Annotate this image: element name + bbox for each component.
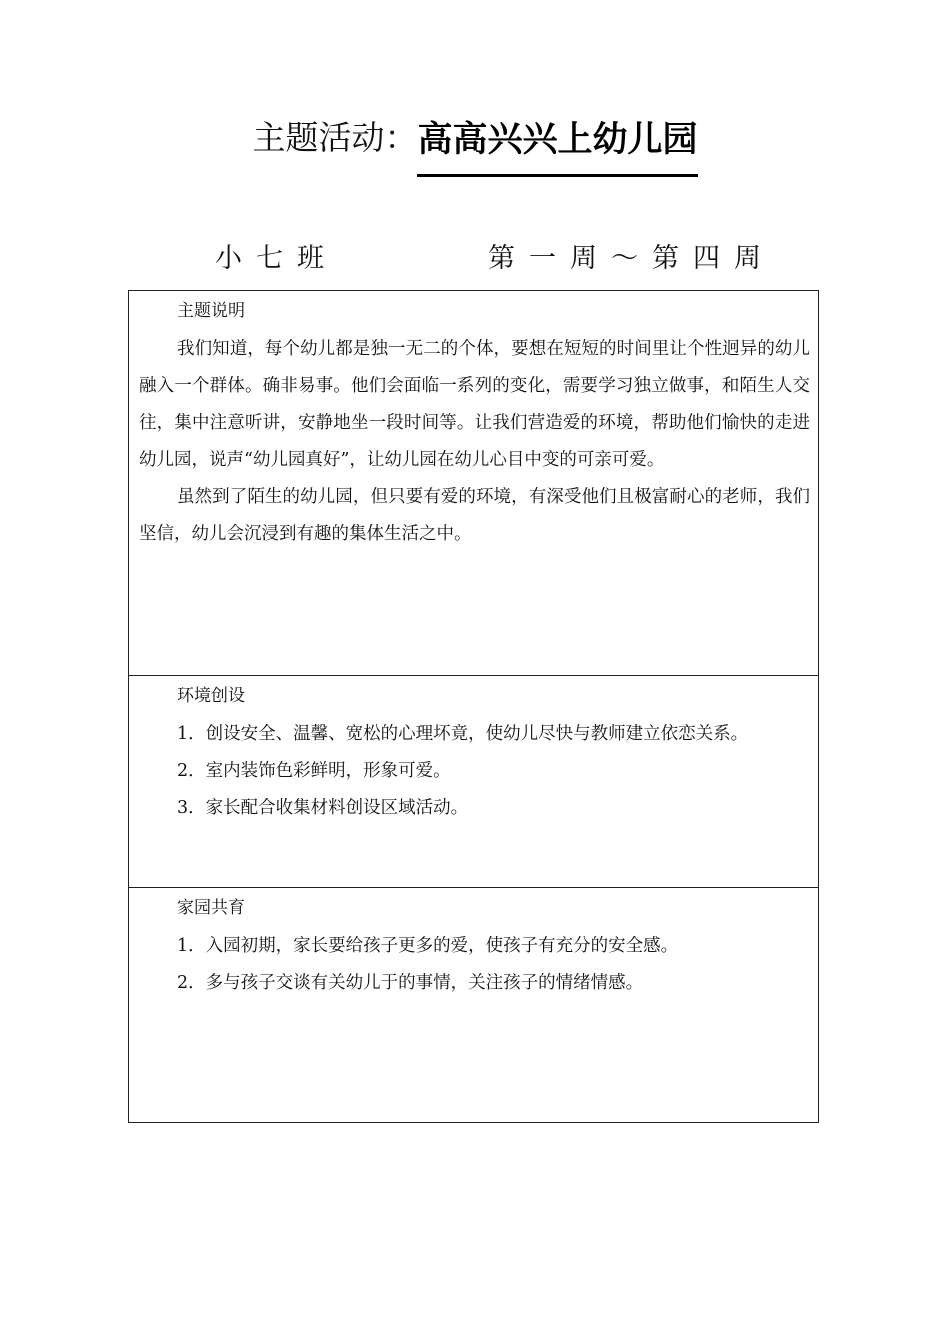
class-name: 小七班 <box>215 243 338 274</box>
home-item: 1．入园初期，家长要给孩子更多的爱，使孩子有充分的安全感。 <box>177 936 679 956</box>
environment-section <box>129 676 818 888</box>
document-title <box>0 112 950 177</box>
plan-table <box>128 290 819 1123</box>
title-main: 高高兴兴上幼儿园 <box>417 112 697 177</box>
theme-paragraph: 虽然到了陌生的幼儿园，但只要有爱的环境，有深受他们且极富耐心的老师，我们坚信，幼儿会沉浸到有趣的集体生活之中。 <box>139 487 810 544</box>
environment-item: 3．家长配合收集材料创设区域活动。 <box>177 798 469 818</box>
environment-item: 2．室内装饰色彩鲜明，形象可爱。 <box>177 761 451 781</box>
theme-section <box>129 291 818 676</box>
home-item: 2．多与孩子交谈有关幼儿于的事情，关注孩子的情绪情感。 <box>177 973 644 993</box>
home-section-title: 家园共育 <box>177 898 245 918</box>
theme-paragraph: 我们知道，每个幼儿都是独一无二的个体，要想在短短的时间里让个性迥异的幼儿融入一个群体。确非易事。他们会面临一系列的变化，需要学习独立做事，和陌生人交往，集中注意听讲，安静地坐一段时间等。让我们营造爱的环境，帮助他们愉快的走进幼儿园，说声“幼儿园真好”，让幼儿园在幼儿心目中变的可亲可爱。 <box>139 339 810 470</box>
environment-section-title: 环境创设 <box>177 686 245 706</box>
environment-item: 1．创设安全、温馨、宽松的心理坏竟，使幼儿尽快与教师建立依恋关系。 <box>177 724 749 744</box>
title-prefix: 主题活动： <box>252 118 418 157</box>
home-section <box>129 888 818 1122</box>
week-range: 第一周～第四周 <box>488 243 775 274</box>
theme-section-title: 主题说明 <box>177 301 245 321</box>
